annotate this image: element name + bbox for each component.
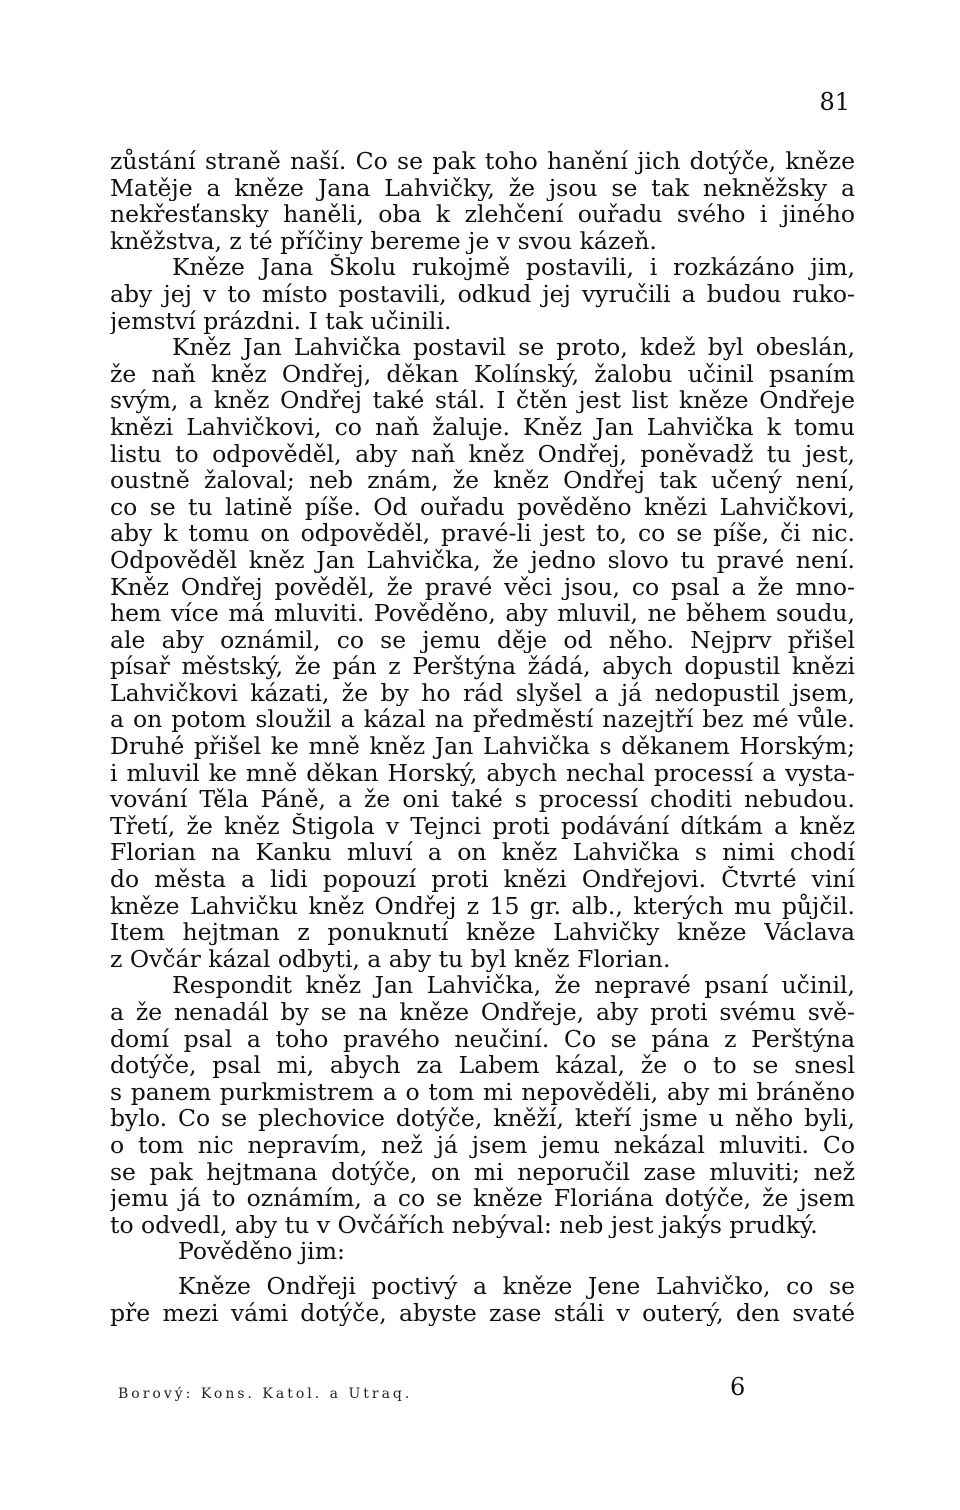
text-line: aby k tomu on odpověděl, pravé-li jest to, co se píše, či nic.	[110, 520, 855, 547]
text-line: jemu já to oznámím, a co se kněze Floriána dotýče, že jsem	[110, 1185, 855, 1212]
text-block	[110, 148, 855, 1326]
text-line: a on potom sloužil a kázal na předměstí nazejtří bez mé vůle.	[110, 706, 855, 734]
text-line: Matěje a kněze Jana Lahvičky, že jsou se tak nekněžsky a	[110, 174, 855, 202]
text-line: co se tu latině píše. Od ouřadu pověděno knězi Lahvičkovi,	[110, 493, 855, 521]
text-line: Respondit kněz Jan Lahvička, že nepravé psaní učinil,	[172, 972, 855, 999]
text-line: Kněze Jana Školu rukojmě postavili, i rozkázáno jim,	[172, 254, 855, 281]
footer-signature-number: 6	[730, 1373, 746, 1401]
text-line: listu to odpověděl, aby naň kněz Ondřej, poněvadž tu jest,	[110, 440, 855, 468]
text-line: i mluvil ke mně děkan Horský, abych nechal processí a vysta-	[110, 759, 855, 787]
text-line: kněze Lahvičku kněz Ondřej z 15 gr. alb., kterých mu půjčil.	[110, 892, 855, 920]
text-line: Odpověděl kněz Jan Lahvička, že jedno slovo tu pravé není.	[110, 546, 855, 574]
text-line: s panem purkmistrem a o tom mi nepověděli, aby mi bráněno	[110, 1078, 855, 1106]
text-line: oustně žaloval; neb znám, že kněz Ondřej tak učený není,	[110, 467, 855, 494]
text-line: aby jej v to místo postavili, odkud jej vyručili a budou ruko-	[110, 280, 855, 308]
text-line: a že nenadál by se na kněze Ondřeje, aby proti svému svě-	[110, 999, 855, 1026]
text-line: ale aby oznámil, co se jemu děje od něho. Nejprv přišel	[110, 626, 855, 654]
text-line: Kněz Jan Lahvička postavil se proto, kdež byl obeslán,	[172, 334, 855, 361]
text-line: se pak hejtmana dotýče, on mi neporučil zase mluviti; než	[110, 1158, 855, 1186]
text-line: bylo. Co se plechovice dotýče, kněží, kteří jsme u něho byli,	[110, 1105, 855, 1132]
footer-signature: Borový: Kons. Katol. a Utraq.	[118, 1386, 413, 1402]
text-line: domí psal a toho pravého neučiní. Co se pána z Perštýna	[110, 1025, 855, 1053]
text-line: o tom nic nepravím, než já jsem jemu nekázal mluviti. Co	[110, 1131, 855, 1159]
footer	[118, 1373, 758, 1402]
text-line: nekřesťansky haněli, oba k zlehčení ouřadu svého i jiného	[110, 201, 855, 228]
text-line: to odvedl, aby tu v Ovčářích nebýval: neb jest jakýs prudký.	[110, 1211, 818, 1239]
text-line: že naň kněz Ondřej, děkan Kolínský, žalobu učinil psaním	[110, 360, 855, 388]
text-line: Kněz Ondřej pověděl, že pravé věci jsou, co psal a že mno-	[110, 573, 855, 601]
text-line: kněžstva, z té příčiny bereme je v svou kázeň.	[110, 227, 657, 255]
text-line: vování Těla Páně, a že oni také s processí choditi nebudou.	[110, 786, 855, 813]
text-line: do města a lidi popouzí proti knězi Ondřejovi. Čtvrté viní	[110, 866, 855, 893]
paragraph-gap	[110, 1265, 855, 1273]
text-line: zůstání straně naší. Co se pak toho hanění jich dotýče, kněze	[110, 148, 855, 175]
text-line: písař městský, že pán z Perštýna žádá, abych dopustil knězi	[110, 653, 855, 680]
text-line: Druhé přišel ke mně kněz Jan Lahvička s děkanem Horským;	[110, 733, 855, 760]
text-line: Třetí, že kněz Štigola v Tejnci proti podávání dítkám a kněz	[110, 812, 855, 840]
text-line: Pověděno jim:	[178, 1238, 345, 1265]
text-line: hem více má mluviti. Pověděno, aby mluvil, ne během soudu,	[110, 600, 855, 627]
text-line: z Ovčár kázal odbyti, a aby tu byl kněz Florian.	[110, 945, 671, 973]
text-line: pře mezi vámi dotýče, abyste zase stáli v outerý, den svaté	[110, 1299, 855, 1327]
text-line: Lahvičkovi kázati, že by ho rád slyšel a já nedopustil jsem,	[110, 679, 855, 707]
text-line: jemství prázdni. I tak učinili.	[110, 307, 452, 335]
text-line: dotýče, psal mi, abych za Labem kázal, že o to se snesl	[110, 1052, 855, 1079]
text-line: Kněze Ondřeji poctivý a kněze Jene Lahvičko, co se	[178, 1272, 855, 1300]
text-line: svým, a kněz Ondřej také stál. I čtěn jest list kněze Ondřeje	[110, 387, 855, 414]
text-line: knězi Lahvičkovi, co naň žaluje. Kněz Jan Lahvička k tomu	[110, 413, 855, 441]
text-line: Item hejtman z ponuknutí kněze Lahvičky kněze Václava	[110, 919, 855, 946]
page-number: 81	[819, 88, 850, 116]
text-line: Florian na Kanku mluví a on kněz Lahvička s nimi chodí	[110, 839, 855, 867]
